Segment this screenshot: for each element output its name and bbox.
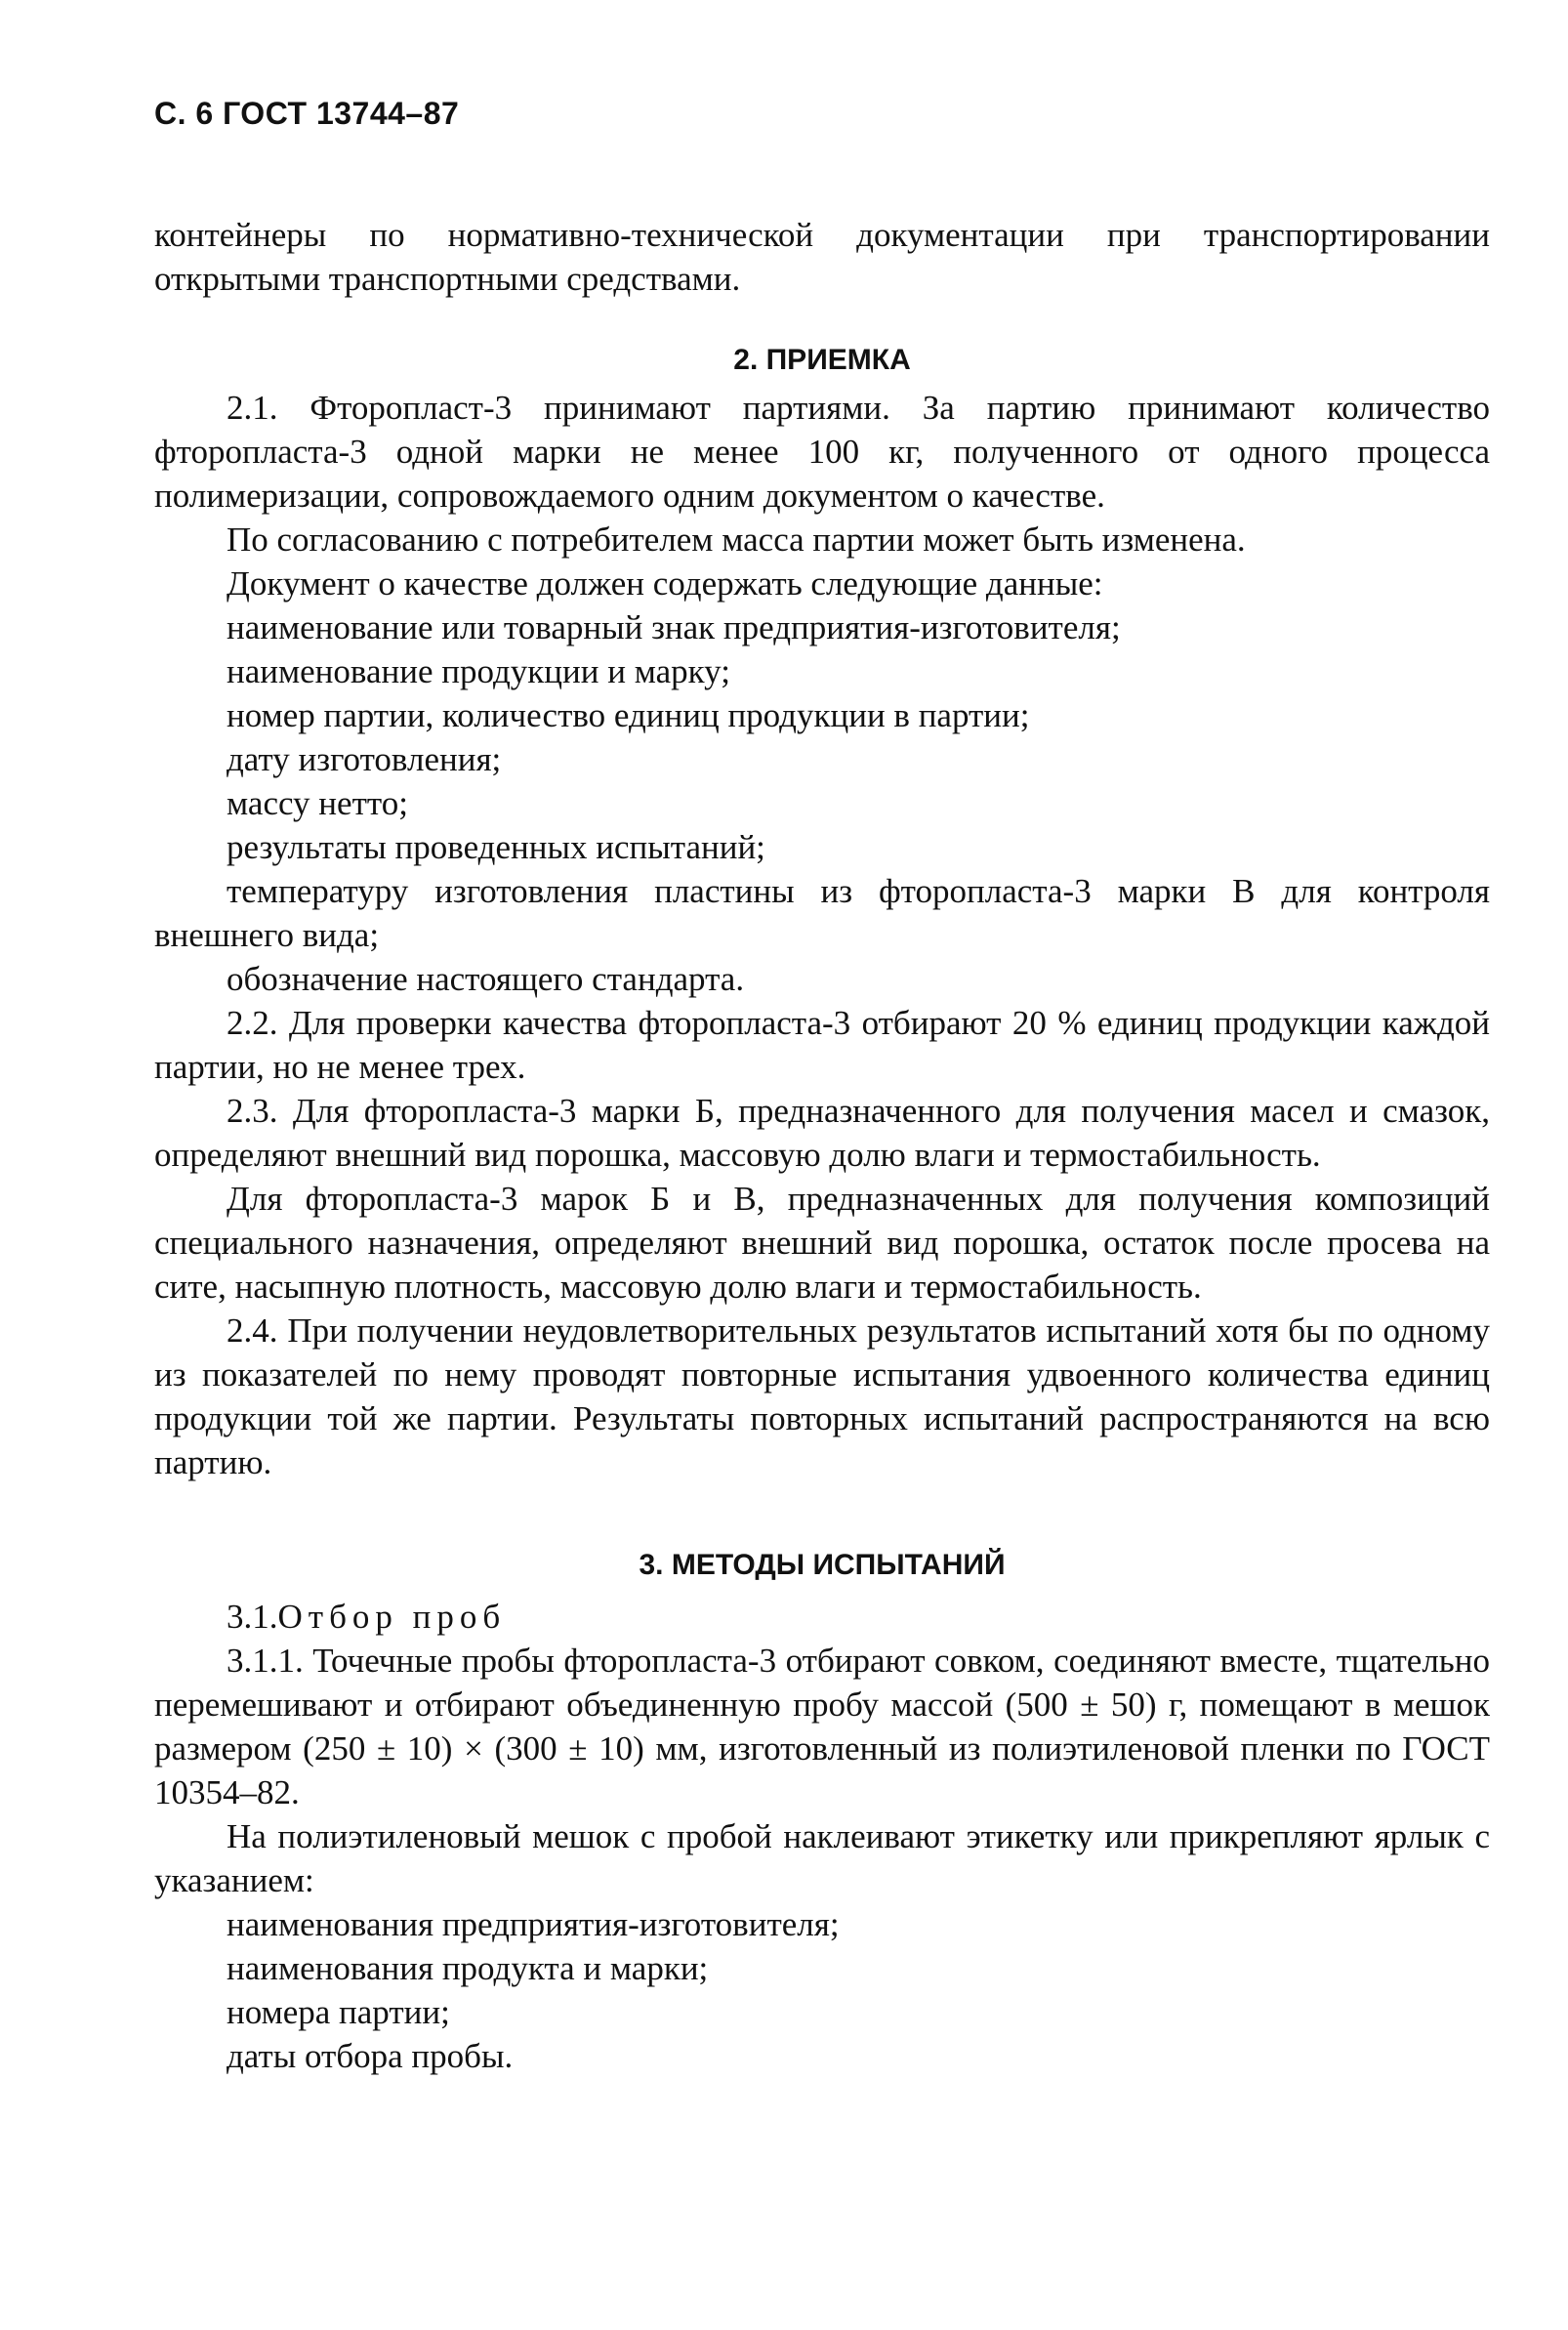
list-item-temperature: температуру изготовления пластины из фторопласта-3 марки В для контроля внешнего вида; — [154, 872, 1490, 954]
paragraph-2-3: 2.3. Для фторопласта-3 марки Б, предназначенного для получения масел и смазок, определяют внешний вид порошка, массовую долю влаги и термостабильность. — [154, 1092, 1490, 1174]
running-head: С. 6 ГОСТ 13744–87 — [154, 96, 460, 131]
list-item: наименование или товарный знак предприятия-изготовителя; — [227, 608, 1121, 646]
subsection-number: 3.1. — [227, 1598, 278, 1636]
paragraph-2-4: 2.4. При получении неудовлетворительных результатов испытаний хотя бы по одному из показателей по нему проводят повторные испытания удвоенного количества единиц продукции той же партии. Результаты повторных испытаний распространяются на всю партию. — [154, 1311, 1490, 1481]
list-item: номера партии; — [227, 1993, 450, 2031]
subsection-title-sampling — [154, 1595, 1490, 1639]
list-item: даты отбора пробы. — [227, 2037, 514, 2075]
section-title-test-methods: 3. МЕТОДЫ ИСПЫТАНИЙ — [639, 1549, 1006, 1581]
continuation-paragraph: контейнеры по нормативно-технической документации при транспортировании открытыми транспортными средствами. — [154, 216, 1490, 298]
list-item: массу нетто; — [227, 784, 408, 822]
list-item: дату изготовления; — [227, 740, 502, 778]
paragraph-2-1: 2.1. Фторопласт-3 принимают партиями. За партию принимают количество фторопласта-3 одной марки не менее 100 кг, полученного от одного процесса полимеризации, сопровождаемого одним документом о качестве. — [154, 389, 1490, 515]
list-item: наименования предприятия-изготовителя; — [227, 1905, 840, 1943]
list-item: наименования продукта и марки; — [227, 1949, 709, 1987]
paragraph-2-3-continued: Для фторопласта-3 марок Б и В, предназначенных для получения композиций специального назначения, определяют внешний вид порошка, остаток после просева на сите, насыпную плотность, массовую долю влаги и термостабильность. — [154, 1180, 1490, 1306]
list-item: номер партии, количество единиц продукции в партии; — [227, 696, 1030, 734]
paragraph-2-2: 2.2. Для проверки качества фторопласта-3 отбирают 20 % единиц продукции каждой партии, но не менее трех. — [154, 1004, 1490, 1086]
list-item: обозначение настоящего стандарта. — [227, 960, 745, 998]
list-item: наименование продукции и марку; — [227, 652, 730, 690]
paragraph-batch-mass: По согласованию с потребителем масса партии может быть изменена. — [227, 520, 1246, 559]
subsection-name: Отбор проб — [277, 1598, 507, 1636]
paragraph-quality-document: Документ о качестве должен содержать следующие данные: — [227, 564, 1103, 603]
list-item: результаты проведенных испытаний; — [227, 828, 765, 866]
section-title-acceptance: 2. ПРИЕМКА — [733, 344, 911, 376]
paragraph-3-1-1: 3.1.1. Точечные пробы фторопласта-3 отбирают совком, соединяют вместе, тщательно перемешивают и отбирают объединенную пробу массой (500 ± 50) г, помещают в мешок размером (250 ± 10) × (300 ± 10) мм, изготовленный из полиэтиленовой пленки по ГОСТ 10354–82. — [154, 1642, 1490, 1811]
paragraph-label-requirements: На полиэтиленовый мешок с пробой наклеивают этикетку или прикрепляют ярлык с указанием: — [154, 1817, 1490, 1899]
